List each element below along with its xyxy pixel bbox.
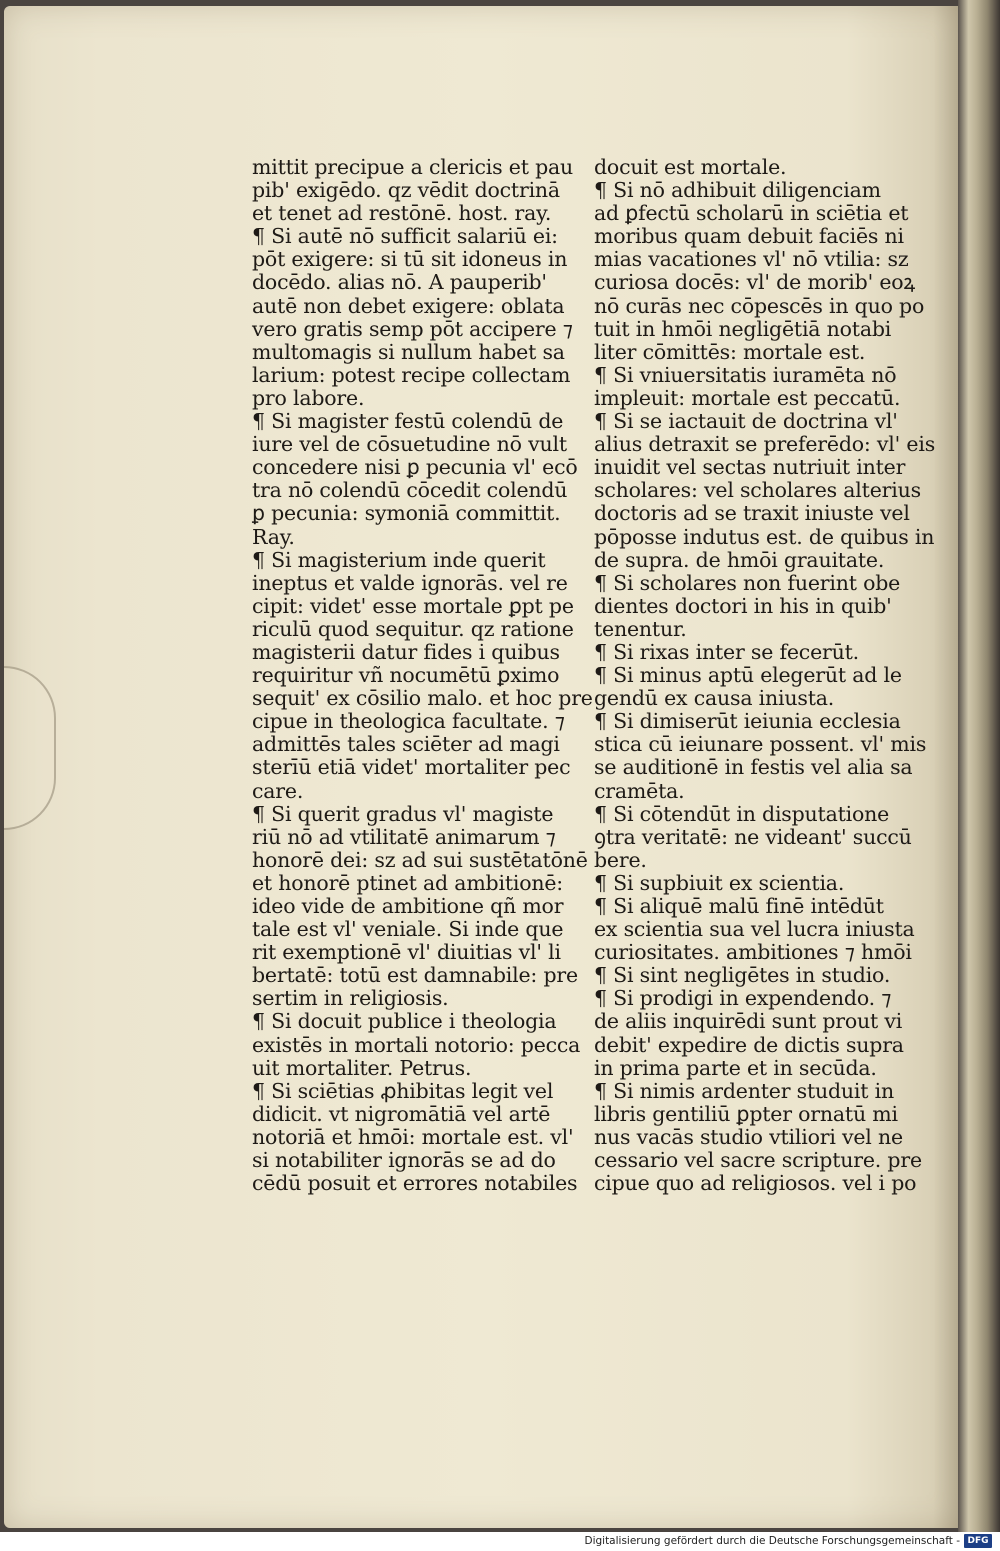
text-line: tale est vl' veniale. Si inde que bbox=[252, 917, 564, 942]
text-line: de aliis inquirēdi sunt prout vi bbox=[594, 1009, 903, 1034]
text-line: care. bbox=[252, 778, 304, 803]
page-clip bbox=[4, 666, 56, 830]
text-line: magisterii datur fides i quibus bbox=[252, 639, 560, 664]
dfg-logo: DFG bbox=[964, 1534, 992, 1548]
text-line: debit' expedire de dictis supra bbox=[594, 1032, 904, 1057]
text-line: cipit: videt' esse mortale ꝑpt pe bbox=[252, 593, 574, 618]
text-line: ¶ Si rixas inter se fecerūt. bbox=[594, 639, 859, 664]
footer-bar bbox=[0, 1532, 1000, 1551]
text-line: ¶ Si docuit publice i theologia bbox=[252, 1009, 557, 1034]
text-line: gendū ex causa iniusta. bbox=[594, 686, 835, 711]
left-text-column bbox=[252, 155, 593, 1196]
text-line: ¶ Si aliquē malū finē intēdūt bbox=[594, 894, 884, 918]
text-line: tenentur. bbox=[594, 616, 687, 641]
text-line: pōt exigere: si tū sit idoneus in bbox=[252, 247, 568, 272]
text-line: moribus quam debuit faciēs ni bbox=[594, 224, 904, 249]
text-line: sequit' ex cōsilio malo. et hoc pre bbox=[252, 686, 593, 711]
text-line: ideo vide de ambitione qñ mor bbox=[252, 894, 564, 918]
text-line: si notabiliter ignorās se ad do bbox=[252, 1148, 556, 1173]
text-line: cēdū posuit et errores notabiles bbox=[252, 1171, 578, 1196]
text-line: cipue in theologica facultate. ⁊ bbox=[252, 709, 565, 734]
text-line: et honorē ptinet ad ambitionē: bbox=[252, 870, 564, 895]
text-line: pib' exigēdo. qz vēdit doctrinā bbox=[252, 178, 560, 203]
book-page bbox=[4, 6, 962, 1528]
text-line: docuit est mortale. bbox=[594, 155, 787, 179]
right-text-column bbox=[594, 155, 936, 1196]
text-line: pōposse indutus est. de quibus in bbox=[594, 524, 935, 549]
text-line: ad ꝑfectū scholarū in sciētia et bbox=[594, 201, 909, 226]
text-line: impleuit: mortale est peccatū. bbox=[594, 385, 901, 410]
text-line: se auditionē in festis vel alia sa bbox=[594, 755, 913, 780]
text-line: multomagis si nullum habet sa bbox=[252, 339, 565, 364]
text-line: libris gentiliū ꝑpter ornatū mi bbox=[594, 1101, 898, 1126]
text-line: ex scientia sua vel lucra iniusta bbox=[594, 917, 915, 942]
text-line: stica cū ieiunare possent. vl' mis bbox=[594, 732, 927, 757]
text-line: notoriā et hmōi: mortale est. vl' bbox=[252, 1124, 574, 1149]
text-line: liter cōmittēs: mortale est. bbox=[594, 339, 866, 364]
text-line: honorē dei: sz ad sui sustētatōnē bbox=[252, 847, 588, 872]
text-line: scholares: vel scholares alterius bbox=[594, 478, 921, 503]
text-line: requiritur vñ nocumētū ꝑximo bbox=[252, 663, 560, 688]
text-line: ¶ Si sciētias ꝓhibitas legit vel bbox=[252, 1078, 554, 1103]
text-line: de supra. de hmōi grauitate. bbox=[594, 547, 885, 572]
text-line: docēdo. alias nō. A pauperib' bbox=[252, 270, 547, 295]
text-line: autē non debet exigere: oblata bbox=[252, 293, 565, 318]
text-line: tra nō colendū cōcedit colendū bbox=[252, 478, 568, 503]
text-line: ¶ Si nimis ardenter studuit in bbox=[594, 1078, 894, 1103]
book-fore-edge bbox=[958, 0, 1000, 1532]
text-line: et tenet ad restōnē. host. ray. bbox=[252, 201, 552, 226]
text-line: ¶ Si dimiserūt ieiunia ecclesia bbox=[594, 709, 901, 734]
text-line: didicit. vt nigromātiā vel artē bbox=[252, 1101, 551, 1126]
text-line: ¶ Si nō adhibuit diligenciam bbox=[594, 178, 881, 203]
text-line: admittēs tales sciēter ad magi bbox=[252, 732, 560, 757]
text-line: ¶ Si prodigi in expendendo. ⁊ bbox=[594, 986, 892, 1011]
text-line: in prima parte et in secūda. bbox=[594, 1055, 877, 1080]
text-line: nus vacās studio vtiliori vel ne bbox=[594, 1124, 903, 1149]
text-line: mittit precipue a clericis et pau bbox=[252, 155, 574, 179]
text-line: bertatē: totū est damnabile: pre bbox=[252, 963, 578, 988]
text-line: curiositates. ambitiones ⁊ hmōi bbox=[594, 940, 912, 965]
text-line: larium: potest recipe collectam bbox=[252, 362, 571, 387]
text-line: tuit in hmōi negligētiā notabi bbox=[594, 316, 892, 341]
text-line: iure vel de cōsuetudine nō vult bbox=[252, 432, 567, 457]
text-line: ꝑ pecunia: symoniā committit. bbox=[252, 501, 561, 526]
text-line: ¶ Si magister festū colendū de bbox=[252, 409, 564, 434]
text-line: ꝯtra veritatē: ne videant' succū bbox=[594, 824, 912, 849]
text-line: nō curās nec cōpescēs in quo po bbox=[594, 293, 925, 318]
text-line: sterīū etiā videt' mortaliter pec bbox=[252, 755, 571, 780]
text-line: rit exemptionē vl' diuitias vl' li bbox=[252, 940, 561, 965]
text-line: ¶ Si vniuersitatis iuramēta nō bbox=[594, 362, 897, 387]
text-line: ¶ Si magisterium inde querit bbox=[252, 547, 546, 572]
text-line: doctoris ad se traxit iniuste vel bbox=[594, 501, 910, 526]
text-line: inuidit vel sectas nutriuit inter bbox=[594, 455, 906, 480]
text-line: existēs in mortali notorio: pecca bbox=[252, 1032, 581, 1057]
text-line: ¶ Si autē nō sufficit salariū ei: bbox=[252, 224, 558, 249]
text-line: vero gratis semp pōt accipere ⁊ bbox=[252, 316, 573, 341]
text-line: ineptus et valde ignorās. vel re bbox=[252, 570, 568, 595]
text-line: concedere nisi ꝑ pecunia vl' ecō bbox=[252, 455, 578, 480]
text-line: ¶ Si se iactauit de doctrina vl' bbox=[594, 409, 898, 434]
text-line: Ray. bbox=[252, 524, 295, 549]
text-line: pro labore. bbox=[252, 385, 365, 410]
text-line: curiosa docēs: vl' de morib' eoꝝ bbox=[594, 270, 916, 295]
text-line: ¶ Si sint negligētes in studio. bbox=[594, 963, 891, 988]
text-line: dientes doctori in his in quib' bbox=[594, 593, 892, 618]
text-line: riculū quod sequitur. qz ratione bbox=[252, 616, 574, 641]
text-line: ¶ Si minus aptū elegerūt ad le bbox=[594, 663, 902, 688]
text-line: bere. bbox=[594, 847, 647, 872]
text-line: cramēta. bbox=[594, 778, 685, 803]
text-line: ¶ Si cōtendūt in disputatione bbox=[594, 801, 890, 826]
text-line: cessario vel sacre scripture. pre bbox=[594, 1148, 922, 1173]
text-line: mias vacationes vl' nō vtilia: sz bbox=[594, 247, 909, 272]
text-line: riū nō ad vtilitatē animarum ⁊ bbox=[252, 824, 556, 849]
text-line: alius detraxit se preferēdo: vl' eis bbox=[594, 432, 936, 457]
text-line: uit mortaliter. Petrus. bbox=[252, 1055, 472, 1080]
text-line: ¶ Si scholares non fuerint obe bbox=[594, 570, 901, 595]
funding-credit: Digitalisierung gefördert durch die Deutsche Forschungsgemeinschaft - bbox=[584, 1535, 960, 1547]
text-line: sertim in religiosis. bbox=[252, 986, 449, 1011]
text-line: ¶ Si querit gradus vl' magiste bbox=[252, 801, 554, 826]
text-line: ¶ Si supbiuit ex scientia. bbox=[594, 870, 845, 895]
text-line: cipue quo ad religiosos. vel i po bbox=[594, 1171, 917, 1196]
